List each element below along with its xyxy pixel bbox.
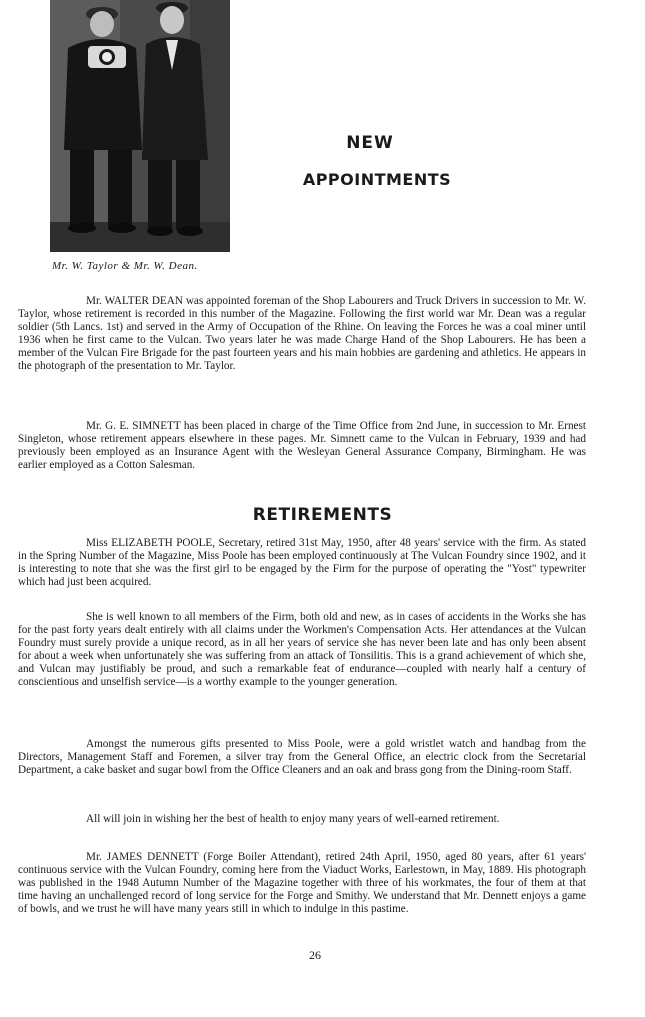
paragraph-poole-intro: Miss ELIZABETH POOLE, Secretary, retired 31st May, 1950, after 48 years' service with the firm. As stated in the Spring Number of the Magazine, Miss Poole has been employed continuously at The Vulcan Foundry since 1902, and it is interesting to note that she was the first girl to be engaged by the Firm for the purpose of operating the "Yost" typewriter which had just been acquired. [18, 537, 586, 588]
presentation-photo [50, 0, 230, 252]
paragraph-dennett: Mr. JAMES DENNETT (Forge Boiler Attendant), retired 24th April, 1950, aged 80 years, after 61 years' continuous service with the Vulcan Foundry, coming here from the Viaduct Works, Earlestown, in May, 1889. His photograph was published in the 1948 Autumn Number of the Magazine together with three of his workmates, the four of them at that time having an unchallenged record of long service for the Forge and Smithy. We understand that Mr. Dennett enjoys a game of bowls, and we trust he will have many years still in which to indulge in this pastime. [18, 851, 586, 915]
paragraph-poole-record: She is well known to all members of the Firm, both old and new, as in cases of accidents in the Works she has for the past forty years dealt entirely with all claims under the Workmen's Compensation Acts. Her attendances at the Vulcan Foundry must surely provide a unique record, as in all her years of service she has never been late and has only been absent for about a week when unfortunately she was suffering from an attack of Tonsilitis. This is a grand achievement of which she, and Vulcan may justifiably be proud, and such a remarkable feat of endurance—coupled with nearly half a century of conscientious and unselfish service—is a worthy example to the younger generation. [18, 611, 586, 688]
heading-appointments: APPOINTMENTS [302, 170, 452, 189]
paragraph-walter-dean: Mr. WALTER DEAN was appointed foreman of the Shop Labourers and Truck Drivers in succession to Mr. W. Taylor, whose retirement is recorded in this number of the Magazine. Following the first world war Mr. Dean was a regular soldier (5th Lancs. 1st) and served in the Army of Occupation of the Rhine. On leaving the Forces he was a coal miner until 1936 when he first came to the Vulcan. Two years later he was made Charge Hand of the Shop Labourers. He has been a member of the Vulcan Fire Brigade for the past fourteen years and his main hobbies are gardening and athletics. He appears in the photograph of the presentation to Mr. Taylor. [18, 295, 586, 372]
heading-new: NEW [346, 133, 394, 153]
photo-illustration [50, 0, 230, 252]
paragraph-best-wishes: All will join in wishing her the best of health to enjoy many years of well-earned retirement. [86, 813, 500, 825]
paragraph-simnett: Mr. G. E. SIMNETT has been placed in charge of the Time Office from 2nd June, in succession to Mr. Ernest Singleton, whose retirement appears elsewhere in these pages. Mr. Simnett came to the Vulcan in February, 1939 and had previously been employed as an Insurance Agent with the Wesleyan General Assurance Company, Birmingham. He was earlier employed as a Cotton Salesman. [18, 420, 586, 471]
page-number: 26 [309, 948, 321, 962]
photo-caption: Mr. W. Taylor & Mr. W. Dean. [52, 260, 198, 272]
heading-retirements: RETIREMENTS [252, 505, 393, 525]
paragraph-poole-gifts: Amongst the numerous gifts presented to Miss Poole, were a gold wristlet watch and handbag from the Directors, Management Staff and Foremen, a silver tray from the General Office, an electric clock from the Secretarial Department, a cake basket and sugar bowl from the Office Cleaners and an oak and brass gong from the Dining-room Staff. [18, 738, 586, 776]
